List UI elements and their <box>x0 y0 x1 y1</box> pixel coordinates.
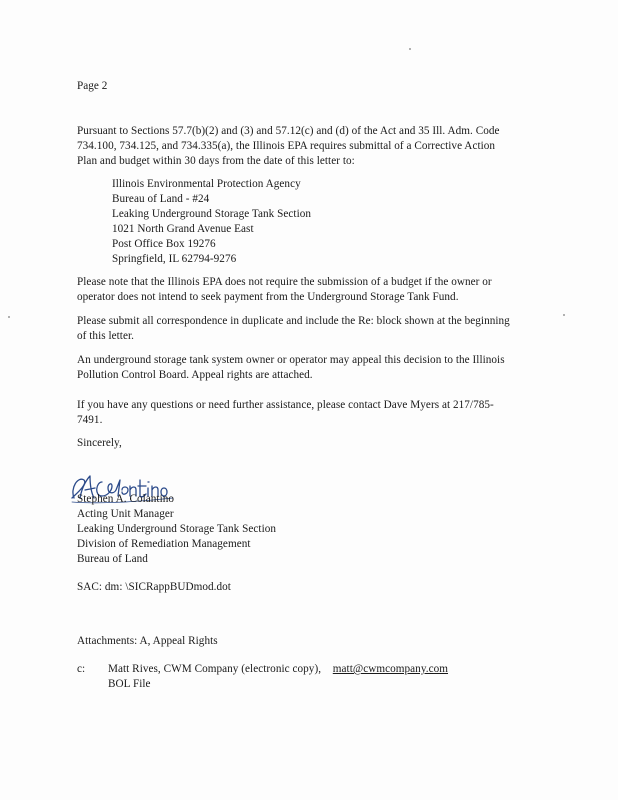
attachments-line: Attachments: A, Appeal Rights <box>77 635 218 647</box>
cc-file-line: BOL File <box>108 678 151 690</box>
signatory-line: Division of Remediation Management <box>77 538 251 550</box>
appeal-line: An underground storage tank system owner or operator may appeal this decision to the Illinois <box>77 354 505 366</box>
budget-note-line: operator does not intend to seek payment from the Underground Storage Tank Fund. <box>77 291 459 303</box>
scan-speck <box>8 316 10 318</box>
address-line: Springfield, IL 62794-9276 <box>112 253 237 265</box>
intro-line: 734.100, 734.125, and 734.335(a), the Illinois EPA requires submittal of a Corrective Action <box>77 140 496 152</box>
scan-speck <box>563 314 565 316</box>
address-line: Illinois Environmental Protection Agency <box>112 178 301 190</box>
duplicate-note-line: Please submit all correspondence in duplicate and include the Re: block shown at the beginning <box>77 315 510 327</box>
cc-email-link[interactable]: matt@cwmcompany.com <box>332 663 449 675</box>
intro-line: Plan and budget within 30 days from the date of this letter to: <box>77 155 355 167</box>
reference-line: SAC: dm: \SICRappBUDmod.dot <box>77 581 231 593</box>
intro-line: Pursuant to Sections 57.7(b)(2) and (3) and 57.12(c) and (d) of the Act and 35 Ill. Adm. Code <box>77 125 500 137</box>
page-number: Page 2 <box>77 80 108 92</box>
address-line: Post Office Box 19276 <box>112 238 216 250</box>
address-line: 1021 North Grand Avenue East <box>112 223 254 235</box>
contact-line: If you have any questions or need further assistance, please contact Dave Myers at 217/785- <box>77 399 494 411</box>
address-line: Bureau of Land - #24 <box>112 193 210 205</box>
budget-note-line: Please note that the Illinois EPA does not require the submission of a budget if the owner or <box>77 276 492 288</box>
contact-line: 7491. <box>77 414 103 426</box>
cc-recipient-text: Matt Rives, CWM Company (electronic copy), <box>108 663 322 675</box>
signatory-line: Acting Unit Manager <box>77 508 174 520</box>
cc-label: c: <box>77 663 86 675</box>
closing: Sincerely, <box>77 437 122 449</box>
cc-recipient <box>108 662 448 677</box>
signatory-line: Leaking Underground Storage Tank Section <box>77 523 277 535</box>
signatory-line: Stephen A. Colantino <box>77 493 175 505</box>
address-line: Leaking Underground Storage Tank Section <box>112 208 312 220</box>
signatory-line: Bureau of Land <box>77 553 148 565</box>
duplicate-note-line: of this letter. <box>77 330 134 342</box>
scan-speck <box>409 48 411 50</box>
appeal-line: Pollution Control Board. Appeal rights are attached. <box>77 369 313 381</box>
